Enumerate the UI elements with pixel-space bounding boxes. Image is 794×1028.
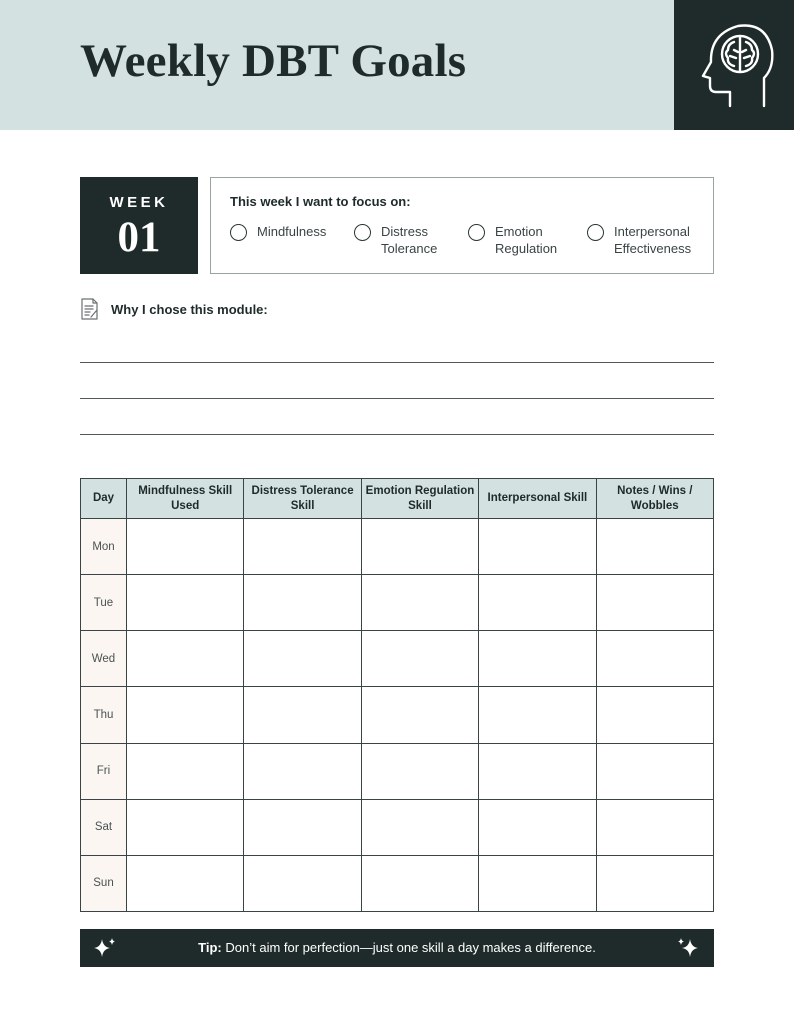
col-header-notes: Notes / Wins / Wobbles [596, 479, 713, 519]
sparkle-icon [676, 937, 702, 959]
entry-cell[interactable] [127, 519, 244, 575]
day-cell: Wed [81, 631, 127, 687]
focus-option-emotion-regulation[interactable] [468, 223, 557, 257]
entry-cell[interactable] [596, 631, 713, 687]
entry-cell[interactable] [127, 799, 244, 855]
table-row [81, 575, 714, 631]
entry-cell[interactable] [361, 855, 478, 911]
entry-cell[interactable] [479, 631, 596, 687]
entry-cell[interactable] [127, 855, 244, 911]
focus-option-label: Mindfulness [257, 224, 327, 239]
entry-cell[interactable] [361, 799, 478, 855]
write-line-3[interactable] [80, 434, 714, 435]
entry-cell[interactable] [361, 631, 478, 687]
day-cell: Sat [81, 799, 127, 855]
entry-cell[interactable] [479, 855, 596, 911]
day-cell: Mon [81, 519, 127, 575]
col-header-mindfulness: Mindfulness Skill Used [127, 479, 244, 519]
entry-cell[interactable] [596, 855, 713, 911]
entry-cell[interactable] [127, 743, 244, 799]
notepad-icon [80, 298, 99, 320]
focus-option-interpersonal-effectiveness[interactable] [587, 223, 691, 257]
entry-cell[interactable] [479, 687, 596, 743]
focus-option-label: Interpersonal Effectiveness [614, 224, 692, 256]
table-row [81, 799, 714, 855]
entry-cell[interactable] [244, 631, 361, 687]
entry-cell[interactable] [361, 575, 478, 631]
header-banner [0, 0, 674, 130]
col-header-distress-tolerance: Distress Tolerance Skill [244, 479, 361, 519]
entry-cell[interactable] [361, 743, 478, 799]
entry-cell[interactable] [244, 687, 361, 743]
entry-cell[interactable] [479, 575, 596, 631]
tip-label: Tip: [198, 940, 222, 955]
focus-option-distress-tolerance[interactable] [354, 223, 437, 257]
weekly-skills-table [80, 478, 714, 912]
table-row [81, 855, 714, 911]
col-header-interpersonal: Interpersonal Skill [479, 479, 596, 519]
entry-cell[interactable] [479, 519, 596, 575]
why-label: Why I chose this module: [111, 301, 268, 317]
focus-panel [210, 177, 714, 274]
entry-cell[interactable] [127, 687, 244, 743]
entry-cell[interactable] [361, 519, 478, 575]
radio-circle-icon[interactable] [587, 224, 604, 241]
tip-text [80, 940, 714, 955]
radio-circle-icon[interactable] [468, 224, 485, 241]
radio-circle-icon[interactable] [230, 224, 247, 241]
entry-cell[interactable] [244, 575, 361, 631]
write-line-2[interactable] [80, 398, 714, 399]
entry-cell[interactable] [596, 799, 713, 855]
entry-cell[interactable] [244, 743, 361, 799]
table-row [81, 743, 714, 799]
entry-cell[interactable] [596, 687, 713, 743]
entry-cell[interactable] [596, 519, 713, 575]
week-number: 01 [117, 214, 161, 261]
entry-cell[interactable] [479, 743, 596, 799]
entry-cell[interactable] [596, 575, 713, 631]
entry-cell[interactable] [244, 855, 361, 911]
table-header-row [81, 479, 714, 519]
radio-circle-icon[interactable] [354, 224, 371, 241]
col-header-day: Day [81, 479, 127, 519]
logo-box [674, 0, 794, 130]
table-row [81, 631, 714, 687]
page-title: Weekly DBT Goals [80, 35, 467, 87]
table-row [81, 687, 714, 743]
col-header-emotion-regulation: Emotion Regulation Skill [361, 479, 478, 519]
table-row [81, 519, 714, 575]
entry-cell[interactable] [127, 631, 244, 687]
focus-option-mindfulness[interactable] [230, 223, 326, 241]
tip-message: Don’t aim for perfection—just one skill a day makes a difference. [221, 940, 596, 955]
focus-option-label: Distress Tolerance [381, 224, 438, 256]
focus-title: This week I want to focus on: [230, 194, 411, 209]
entry-cell[interactable] [361, 687, 478, 743]
week-label: WEEK [109, 194, 169, 211]
week-badge [80, 177, 198, 274]
day-cell: Sun [81, 855, 127, 911]
day-cell: Tue [81, 575, 127, 631]
focus-option-label: Emotion Regulation [495, 224, 558, 256]
tip-banner [80, 929, 714, 967]
head-brain-icon [694, 20, 774, 110]
why-section [80, 298, 268, 320]
entry-cell[interactable] [479, 799, 596, 855]
entry-cell[interactable] [596, 743, 713, 799]
entry-cell[interactable] [127, 575, 244, 631]
write-line-1[interactable] [80, 362, 714, 363]
day-cell: Fri [81, 743, 127, 799]
entry-cell[interactable] [244, 799, 361, 855]
entry-cell[interactable] [244, 519, 361, 575]
day-cell: Thu [81, 687, 127, 743]
